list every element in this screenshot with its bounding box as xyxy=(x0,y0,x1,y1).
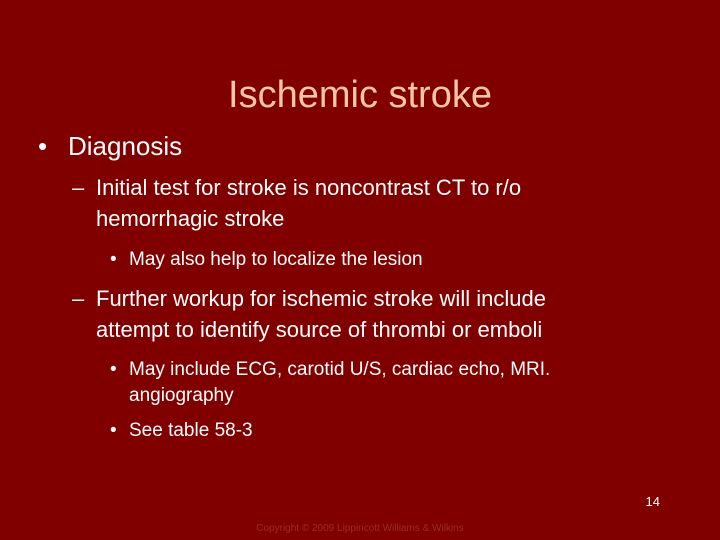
dash-marker: – xyxy=(72,175,85,200)
point-line-1: May include ECG, carotid U/S, cardiac echo, MRI. xyxy=(129,359,551,380)
bullet-text: Diagnosis xyxy=(68,131,183,161)
bullet-dot: • xyxy=(110,359,117,380)
copyright-notice: Copyright © 2009 Lippincott Williams & Wilkins xyxy=(256,523,464,534)
sub-item-line-2: attempt to identify source of thrombi or emboli xyxy=(96,317,543,342)
dash-marker: – xyxy=(72,286,85,311)
sub-item-line-2: hemorrhagic stroke xyxy=(96,206,285,231)
page-number: 14 xyxy=(645,494,660,509)
point-text: May also help to localize the lesion xyxy=(129,249,423,270)
point-text: See table 58-3 xyxy=(129,420,253,441)
bullet-dot: • xyxy=(110,249,117,270)
sub-item-line-1: Initial test for stroke is noncontrast CT to r/o xyxy=(96,175,522,200)
slide-title: Ischemic stroke xyxy=(228,74,492,116)
point-line-2: angiography xyxy=(129,385,234,406)
sub-item-line-1: Further workup for ischemic stroke will include xyxy=(96,286,546,311)
bullet-dot: • xyxy=(110,420,117,441)
bullet-dot: • xyxy=(38,131,48,161)
